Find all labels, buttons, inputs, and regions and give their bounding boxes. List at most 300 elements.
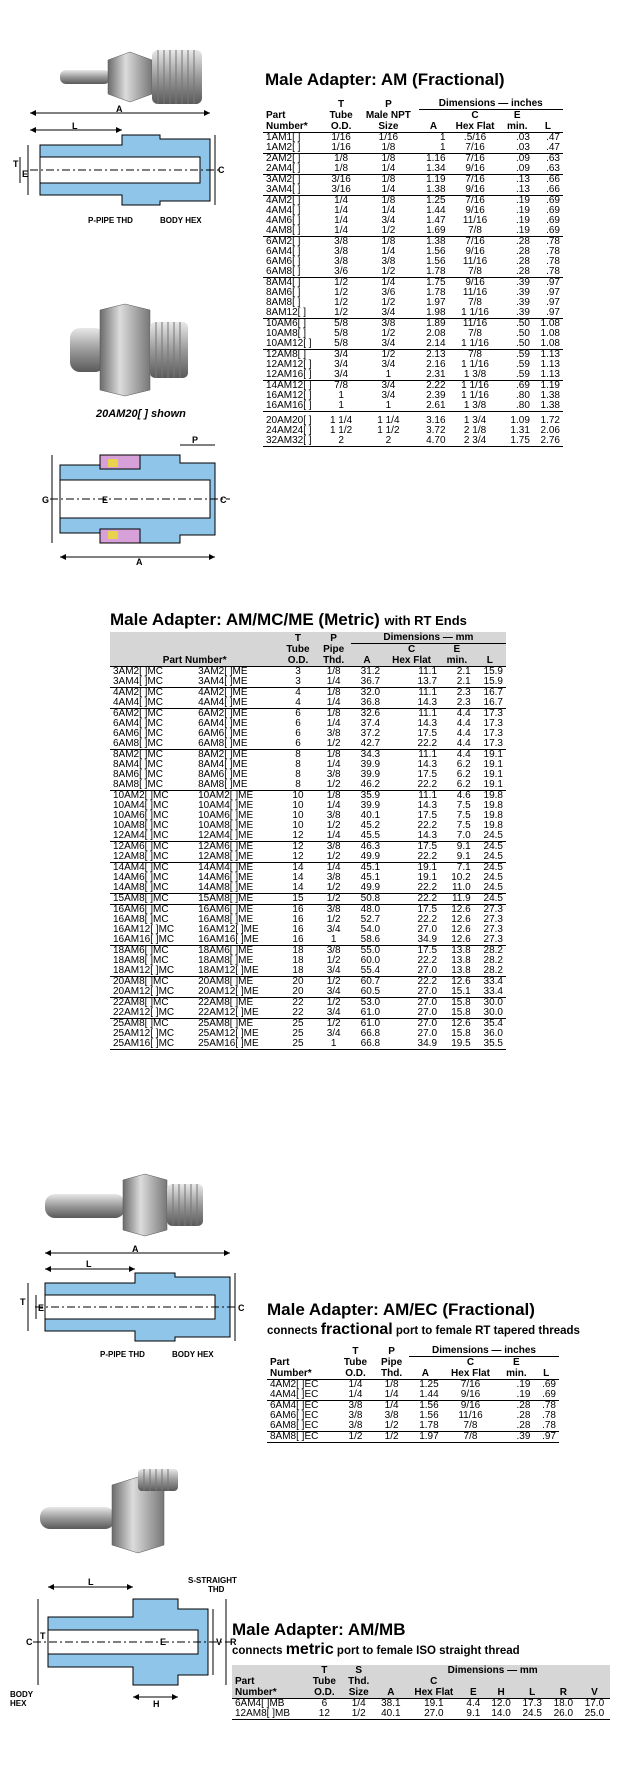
table-cell: 10AM2[ ]MC [110, 791, 195, 802]
table-cell: .80 [515, 400, 530, 411]
column-header: Number* [263, 121, 324, 133]
table-cell: .28 [515, 246, 530, 257]
table-cell: 4AM2[ ]MC [110, 688, 195, 699]
table-cell: .80 [515, 390, 530, 401]
table-cell: 1 3/8 [463, 369, 487, 380]
table-cell: 6.2 [456, 769, 471, 780]
table-cell: .97 [546, 297, 560, 308]
table-row [110, 1008, 506, 1019]
table-cell: 8AM4[ ]MC [113, 759, 164, 770]
table-cell: 20 [292, 986, 304, 997]
table-cell: 8AM6[ ]ME [198, 769, 248, 780]
table-cell: 3/8 [348, 1420, 363, 1431]
table-row [110, 729, 506, 739]
table-cell: 1/4 [326, 676, 341, 687]
table-cell: 1 1/16 [449, 381, 502, 392]
column-header: Hex Flat [406, 1687, 461, 1699]
table-cell: 14.0 [486, 1709, 517, 1720]
label-r4: R [230, 1637, 237, 1647]
table-cell: 46.2 [360, 779, 381, 790]
table-cell: 1.56 [419, 1410, 439, 1421]
column-header: A [351, 655, 383, 667]
table-cell: 4AM6[ ] [266, 215, 301, 226]
table-cell: .50 [502, 319, 533, 330]
table-cell: .19 [502, 196, 533, 207]
table-cell: 61.0 [360, 1007, 381, 1018]
table-cell: 10AM8[ ]ME [198, 820, 254, 831]
label-c4: C [26, 1637, 33, 1647]
table-cell: 10AM8[ ]MC [113, 820, 169, 831]
table-cell: 54.0 [360, 924, 381, 935]
fitting-drawing-am [10, 105, 230, 225]
label-a3: A [132, 1245, 139, 1254]
table-cell: 1/2 [316, 998, 350, 1009]
table-cell: 1 1/4 [358, 412, 418, 426]
table-cell: 1.13 [533, 350, 563, 361]
column-header: V [579, 1687, 610, 1699]
label-c2: C [220, 495, 227, 505]
table-cell: 1/4 [351, 1698, 366, 1709]
table-cell: 24.5 [483, 851, 503, 862]
table-cell: 1/8 [384, 1379, 399, 1390]
table-cell: 1AM2[ ] [266, 142, 301, 153]
table-cell: 10 [292, 800, 304, 811]
table-cell: 1.38 [540, 400, 560, 411]
table-cell: 27.0 [383, 1019, 440, 1030]
table-cell: .69 [546, 205, 560, 216]
table-cell: 33.4 [474, 977, 506, 988]
table-cell: 1/2 [326, 738, 341, 749]
table-cell: 13.8 [440, 946, 474, 957]
table-cell: 45.1 [360, 872, 381, 883]
table-cell: 10AM6[ ]ME [198, 810, 254, 821]
table-cell: 1.75 [419, 278, 449, 289]
table-cell: 3/8 [334, 246, 349, 257]
table-cell: 11.1 [383, 791, 440, 802]
table-cell: 7.5 [456, 810, 471, 821]
table-cell: 2 3/4 [449, 436, 502, 447]
table-row [232, 1709, 610, 1720]
table-cell: 25AM16[ ]MC [110, 1039, 195, 1050]
column-header: Tube [280, 644, 317, 656]
table-cell: 6AM6[ ]EC [270, 1410, 319, 1421]
table-cell: 19.1 [483, 779, 503, 790]
column-header: R [548, 1687, 579, 1699]
table-cell: 19.1 [417, 872, 438, 883]
column-header: Hex Flat [383, 655, 440, 667]
table-cell: 1.44 [426, 205, 446, 216]
column-header: Hex Flat [449, 121, 502, 133]
table-cell: 3AM4[ ]ME [198, 676, 248, 687]
table-cell: .59 [515, 369, 530, 380]
photo-caption: 20AM20[ ] shown [96, 408, 186, 420]
table-cell: 16AM12[ ] [266, 390, 312, 401]
table-cell: 22 [292, 1007, 304, 1018]
table-cell: 15.1 [451, 986, 471, 997]
table-cell: 4.4 [440, 750, 474, 761]
table-cell: 6 [321, 1698, 328, 1709]
label-straight-thd: S-STRAIGHT [188, 1576, 237, 1585]
column-header: Dimensions — inches [409, 1345, 559, 1357]
table-row [263, 426, 563, 436]
table-cell: 1.72 [533, 412, 563, 426]
label-v4: V [216, 1637, 223, 1647]
table-cell: 7.5 [456, 820, 471, 831]
table-cell: .78 [546, 256, 560, 267]
table-cell: .5/16 [463, 132, 487, 143]
label-body-hex3: BODY HEX [172, 1350, 214, 1359]
table-cell: 1.78 [419, 1420, 439, 1431]
table-cell: 6AM8[ ]ME [198, 738, 248, 749]
table-cell: 1/2 [342, 1709, 375, 1720]
table-cell: 35.4 [474, 1019, 506, 1030]
table-cell: 17.3 [483, 738, 503, 749]
table-cell: 1.08 [540, 328, 560, 339]
table-cell: .59 [502, 350, 533, 361]
table-cell: 4 [280, 688, 317, 699]
table-cell: 22.2 [417, 779, 438, 790]
table-cell: 14AM6[ ]MC [113, 872, 169, 883]
table-cell: 3/8 [326, 872, 341, 883]
column-header: L [474, 655, 506, 667]
table-cell: .69 [546, 215, 560, 226]
table-cell: 1/2 [316, 894, 350, 905]
table-cell: 7/16 [449, 175, 502, 186]
table-cell: 27.0 [417, 1028, 438, 1039]
table-cell: 1/2 [334, 307, 349, 318]
table-cell: 48.0 [351, 905, 383, 916]
table-cell: 1/4 [348, 1379, 363, 1390]
table-cell: 1/2 [326, 882, 341, 893]
table-cell: 16AM6[ ]MC [110, 905, 195, 916]
table-cell: 11.1 [383, 688, 440, 699]
table-cell: .19 [515, 205, 530, 216]
table-cell: 10AM6[ ]MC [113, 810, 169, 821]
table-row [263, 267, 563, 278]
table-row [263, 226, 563, 237]
table-cell: 19.5 [440, 1039, 474, 1050]
table-cell: 1/2 [374, 1432, 409, 1443]
table-cell: 11.1 [383, 750, 440, 761]
table-cell: 16 [292, 914, 304, 925]
table-cell: 60.0 [360, 955, 381, 966]
table-cell: 12AM6[ ]ME [195, 842, 279, 853]
table-cell: .66 [546, 184, 560, 195]
table-cell: 37.4 [360, 718, 381, 729]
table-cell: 3/4 [358, 381, 418, 392]
table-cell: 20AM12[ ]MC [113, 986, 175, 997]
table-cell: 27.0 [417, 986, 438, 997]
table-cell: 17.5 [383, 905, 440, 916]
table-cell: 3/8 [348, 1410, 363, 1421]
table-cell: 24.5 [517, 1709, 548, 1720]
column-header: O.D. [307, 1687, 343, 1699]
table-cell: .13 [515, 184, 530, 195]
table-cell: 12AM6[ ]MC [110, 842, 195, 853]
table-cell: 10 [292, 820, 304, 831]
table-cell: 1.34 [426, 163, 446, 174]
table-cell: .28 [502, 237, 533, 248]
column-header: C [471, 110, 479, 121]
column-header: P [316, 632, 350, 644]
table-cell: 4AM4[ ]ME [198, 697, 248, 708]
table-cell: 25AM8[ ]MC [110, 1019, 195, 1030]
column-header [533, 1357, 559, 1369]
table-cell: 1/2 [358, 350, 418, 361]
table-cell: 2.39 [426, 390, 446, 401]
table-cell: 12AM8[ ] [263, 350, 324, 361]
table-cell: 14 [280, 863, 317, 874]
table-cell: 32AM32[ ] [263, 436, 324, 447]
table-cell: 3/4 [381, 359, 396, 370]
table-cell: 1/16 [331, 132, 351, 143]
table-cell: 22.2 [417, 882, 438, 893]
table-cell: 2.16 [426, 359, 446, 370]
table-cell: 11/16 [462, 287, 488, 298]
table-cell: 7/16 [465, 142, 485, 153]
table-cell: 1/2 [381, 328, 396, 339]
table-cell: 16 [292, 924, 304, 935]
table-cell: 60.5 [360, 986, 381, 997]
column-header: O.D. [324, 121, 358, 133]
table-cell: 1/8 [358, 154, 418, 165]
table-cell: 27.0 [406, 1709, 461, 1720]
table-cell: 11/16 [449, 319, 502, 330]
table-cell: 45.1 [351, 863, 383, 874]
table-cell: 3/4 [326, 1028, 341, 1039]
table-cell: 15.9 [483, 666, 503, 677]
table-cell: .97 [533, 278, 563, 289]
table-cell: 2.3 [440, 688, 474, 699]
table-cell: 6AM4[ ]MB [235, 1698, 285, 1709]
table-row [110, 770, 506, 780]
table-cell: 1 [338, 390, 344, 401]
table-cell: 1 3/8 [463, 400, 487, 411]
label-l: L [72, 121, 78, 131]
column-header [474, 644, 506, 656]
table-cell: 3/8 [316, 842, 350, 853]
column-header: Male NPT [365, 110, 411, 121]
table-cell: 18 [292, 965, 304, 976]
table-cell: 14.3 [417, 830, 438, 841]
table-cell: 11.9 [440, 894, 474, 905]
table-row [110, 821, 506, 831]
table-cell: .69 [542, 1379, 556, 1390]
table-cell: .47 [546, 132, 560, 143]
table-cell: 2 [324, 436, 358, 447]
table-cell: 16AM16[ ] [266, 400, 312, 411]
table-cell: 6AM6[ ] [266, 256, 301, 267]
column-header: Thd. [316, 655, 350, 667]
table-cell: .39 [515, 297, 530, 308]
table-cell: 1/8 [334, 163, 349, 174]
table-cell: .63 [546, 163, 560, 174]
table-cell: 25AM12[ ]ME [198, 1028, 259, 1039]
table-cell: 34.3 [351, 750, 383, 761]
table-cell: 4 [295, 697, 301, 708]
table-cell: 9/16 [465, 184, 485, 195]
table-cell: 28.2 [474, 946, 506, 957]
column-header: T [307, 1665, 343, 1676]
column-header [486, 1676, 517, 1687]
table-cell: 16AM12[ ]ME [198, 924, 259, 935]
table-cell: 28.2 [483, 955, 503, 966]
table-cell: 1.13 [540, 369, 560, 380]
table-cell: 15AM8[ ]MC [110, 894, 195, 905]
table-cell: 1.31 [510, 424, 530, 436]
table-cell: .69 [542, 1389, 556, 1400]
table-cell: 1.44 [419, 1389, 439, 1400]
table-cell: 4.70 [419, 436, 449, 447]
table-cell: 12.0 [491, 1698, 511, 1709]
table-cell: 17.0 [584, 1698, 605, 1709]
column-header [419, 110, 449, 122]
table-cell: 14AM4[ ]MC [110, 863, 195, 874]
table-cell: 15.8 [440, 998, 474, 1009]
table-cell: 49.9 [360, 882, 381, 893]
table-cell: 50.8 [351, 894, 383, 905]
table-cell: 18AM6[ ]MC [110, 946, 195, 957]
table-cell: 10AM4[ ]ME [198, 800, 254, 811]
table-cell: 1.08 [540, 338, 560, 349]
label-a2: A [136, 557, 143, 565]
table-cell: 15 [280, 894, 317, 905]
table-cell: 53.0 [351, 998, 383, 1009]
table-cell: 35.9 [351, 791, 383, 802]
table-cell: 2.76 [533, 436, 563, 447]
table-cell: 1 [439, 142, 446, 153]
table-cell: 1.08 [533, 319, 563, 330]
column-header: A [409, 1368, 442, 1380]
table-row [263, 401, 563, 412]
table-cell: 17.5 [417, 728, 438, 739]
table-cell: .69 [533, 196, 563, 207]
table-cell: 36.0 [483, 1028, 503, 1039]
table-cell: .03 [515, 132, 530, 143]
table-cell: 1.19 [533, 381, 563, 392]
column-header [232, 1665, 307, 1676]
table-cell: 12.6 [440, 977, 474, 988]
table-cell: 14AM6[ ]ME [198, 872, 254, 883]
table-cell: 12.6 [451, 934, 471, 945]
table-cell: 52.7 [360, 914, 381, 925]
table-cell: 1/8 [316, 688, 350, 699]
label-l3: L [86, 1259, 92, 1269]
table-cell: 1/2 [326, 955, 341, 966]
table-cell: 22AM12[ ]ME [198, 1007, 259, 1018]
table-cell: 24AM24[ ] [266, 424, 312, 436]
table-cell: 4.4 [466, 1698, 481, 1709]
table-cell: 1 1/16 [461, 338, 489, 349]
table-cell: 1/2 [326, 914, 341, 925]
table-cell: 1/8 [326, 666, 341, 677]
table-cell: 3.16 [419, 412, 449, 426]
table-cell: 3/16 [324, 175, 358, 186]
table-cell: 1 [338, 400, 344, 411]
table-cell: 10AM4[ ]MC [113, 800, 169, 811]
table-cell: 20 [280, 977, 317, 988]
column-header [548, 1676, 579, 1687]
table-cell: 1 [316, 1039, 350, 1050]
column-header: Number* [267, 1368, 337, 1380]
table-cell: 14 [292, 872, 304, 883]
table-cell: 5/8 [324, 319, 358, 330]
table-row [110, 1039, 506, 1050]
table-cell: 2AM2[ ] [263, 154, 324, 165]
table-cell: 55.4 [360, 965, 381, 976]
label-e4: E [160, 1637, 167, 1647]
column-header: Size [358, 121, 418, 133]
table-cell: 6AM8[ ]EC [270, 1420, 319, 1431]
table-cell: 1 1/16 [461, 359, 489, 370]
table-cell: .28 [516, 1420, 531, 1431]
section4-title: Male Adapter: AM/MB [232, 1620, 406, 1639]
table-cell: .50 [515, 338, 530, 349]
label-e2: E [102, 495, 109, 505]
table-cell: 1/4 [326, 759, 341, 770]
table-row [110, 780, 506, 791]
table-cell: 1/2 [324, 278, 358, 289]
label-c: C [218, 165, 225, 175]
column-header: L [533, 121, 563, 133]
table-cell: 45.5 [360, 830, 381, 841]
table-cell: 18 [292, 955, 304, 966]
column-header [409, 1357, 442, 1369]
column-header [461, 1676, 485, 1687]
label-a: A [116, 105, 123, 114]
table-cell: .28 [515, 256, 530, 267]
table-cell: 1.25 [419, 1379, 439, 1390]
table-cell: 2.1 [456, 666, 471, 677]
column-header: H [486, 1687, 517, 1699]
table-cell: 1/2 [334, 287, 349, 298]
table-cell: 1/8 [324, 154, 358, 165]
table-cell: 15.9 [483, 676, 503, 687]
table-cell: 6 [280, 709, 317, 720]
table-cell: 1/2 [384, 1420, 399, 1431]
table-cell: 10.2 [451, 872, 471, 883]
table-cell: 1.98 [426, 307, 446, 318]
section3-title: Male Adapter: AM/EC (Fractional) [267, 1300, 535, 1319]
table-cell: 19.1 [383, 863, 440, 874]
table-cell: 1.97 [409, 1432, 442, 1443]
ec-table [267, 1345, 559, 1443]
table-cell: 9.1 [456, 851, 471, 862]
table-cell: 8AM12[ ] [266, 307, 307, 318]
table-cell: 2.13 [419, 350, 449, 361]
table-cell: 1/2 [381, 225, 396, 236]
table-cell: .66 [533, 175, 563, 186]
table-cell: 2.3 [456, 697, 471, 708]
table-cell: .78 [533, 1401, 559, 1412]
column-header: E [461, 1687, 485, 1699]
table-cell: 3/8 [334, 256, 349, 267]
table-cell: 11.1 [383, 709, 440, 720]
table-cell: 9.1 [461, 1709, 485, 1720]
table-cell: 12 [292, 851, 304, 862]
table-cell: 1 [330, 934, 337, 945]
table-cell: 42.7 [360, 738, 381, 749]
column-header: C [466, 1357, 475, 1368]
table-row [110, 667, 506, 678]
column-header: Pipe [381, 1357, 403, 1368]
table-cell: 22.2 [417, 738, 438, 749]
table-cell: 36.7 [360, 676, 381, 687]
table-cell: 34.9 [383, 1039, 440, 1050]
table-cell: 4AM4[ ] [266, 205, 301, 216]
table-cell: .69 [502, 381, 533, 392]
table-cell: 1.47 [426, 215, 446, 226]
